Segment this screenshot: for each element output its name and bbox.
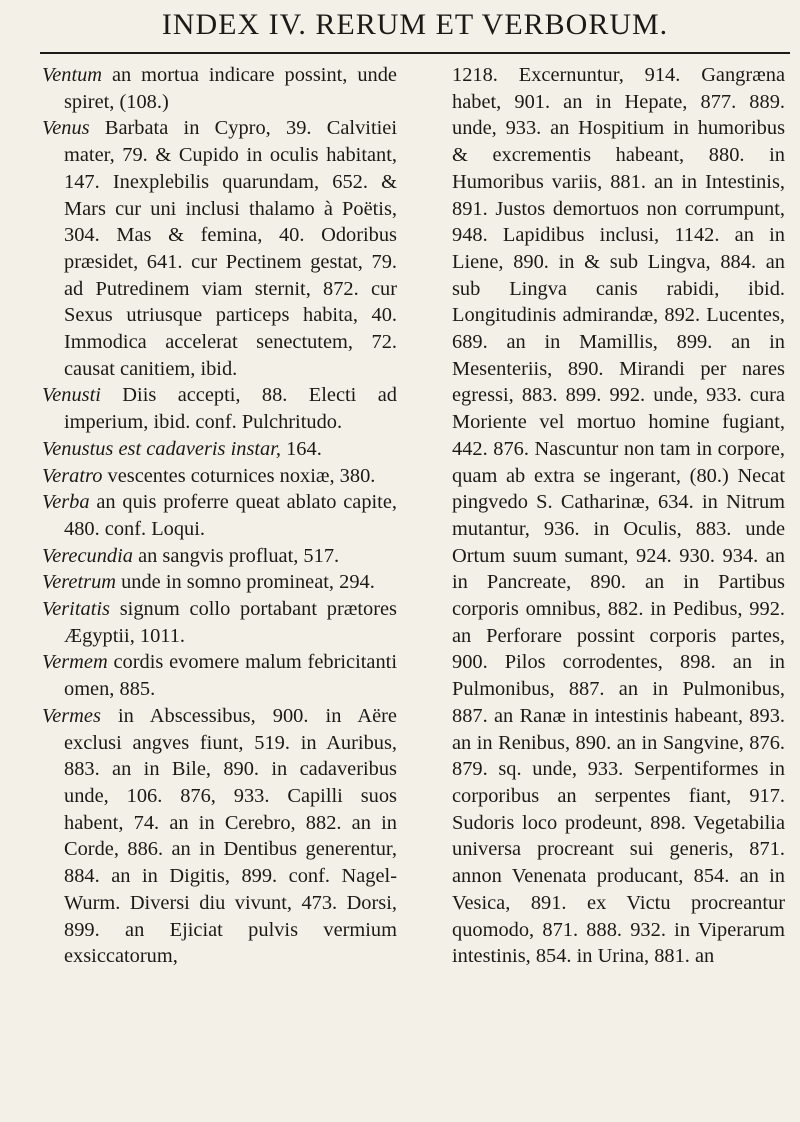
entry-text: 164. [281,437,322,460]
right-column [430,62,785,970]
index-entry [42,543,397,570]
entry-headword: Verecundia [42,544,133,567]
index-entry [42,649,397,702]
page-title: INDEX IV. RERUM ET VERBORUM. [161,8,669,41]
entry-text: in Abscessibus, 900. in Aëre exclusi angves fiunt, 519. in Auribus, 883. an in Bile, 890. in cadaveribus unde, 106. 876, 933. Capilli suos habent, 74. an in Cerebro, 882. an in Corde, 886. an in Dentibus generentur, 884. an in Digitis, 899. conf. Nagel-Wurm. Diversi diu vivunt, 473. Dorsi, 899. an Ejiciat pulvis vermium exsiccatorum, [64,704,397,968]
index-entry [42,569,397,596]
index-entry [42,382,397,435]
entry-text: an mortua indicare possint, unde spiret, (108.) [64,64,397,113]
entry-headword: Venus [42,117,90,140]
index-entry [42,463,397,490]
index-entry-continued [430,62,785,970]
entry-text: unde in somno promineat, 294. [116,571,375,594]
entry-headword: Verba [42,491,90,514]
index-entry [42,436,397,463]
entry-text: an sangvis profluat, 517. [132,544,340,567]
entry-headword: Veritatis [42,598,110,621]
entry-text: signum collo portabant prætores Ægyptii, 1011. [64,598,397,647]
entry-text: an quis proferre queat ablato capite, 480. conf. Loqui. [64,491,397,540]
entry-text: cordis evomere malum febricitanti omen, 885. [64,651,397,701]
entry-text: Diis accepti, 88. Electi ad imperium, ibid. conf. Pulchritudo. [64,384,397,434]
entry-headword: Veretrum [42,571,116,594]
header-rule [40,52,790,54]
entry-headword: Vermem [42,651,108,674]
page-header [40,0,790,58]
index-entry [42,62,397,115]
entry-text: 1218. Excernuntur, 914. Gangræna habet, 901. an in Hepate, 877. 889. unde, 933. an Hospitium in humoribus & excrementis habeant, 880. in Humoribus variis, 881. an in Intestinis, 891. Justos demortuos non corrumpunt, 948. Lapidibus inclusi, 1142. an in Liene, 890. in & sub Lingva, 884. an sub Lingva canis rabidi, ibid. Longitudinis admirandæ, 892. Lucentes, 689. an in Mamillis, 899. an in Mesenteriis, 890. Mirandi per nares egressi, 883. 899. 992. unde, 933. cura Moriente vel mortuo homine fugiant, 442. 876. Nascuntur non tam in corpore, quam ab extra se ingerant, (80.) Necat pingvedo S. Catharinæ, 634. in Nitrum mutantur, 936. in Oculis, 883. unde Ortum suum sumant, 924. 930. 934. an in Pancreate, 890. an in Partibus corporis omnibus, 882. in Pedibus, 992. an Perforare possint corporis partes, 900. Pilos corrodentes, 898. an in Pulmonibus, 887. an in Pulmonibus, 887. an Ranæ in intestinis habeant, 893. an in Renibus, 890. an in Sangvine, 876. 879. sq. unde, 933. Serpentiformes in corporibus an serpentes fiant, 917. Sudoris loco prodeunt, 898. Vegetabilia universa procreant sui generis, 871. annon Venenata producant, 854. an in Vesica, 891. ex Victu procreantur quomodo, 871. 888. 932. in Viperarum intestinis, 854. in Urina, 881. an [452,64,785,968]
entry-text: Barbata in Cypro, 39. Calvitiei mater, 79. & Cupido in oculis habitant, 147. Inexplebilis quarundam, 652. & Mars cur uni inclusi thalamo à Poëtis, 304. Mas & femina, 40. Odoribus præsidet, 641. cur Pectinem gestat, 79. ad Putredinem viam sternit, 872. cur Sexus utriusque particeps habita, 40. Immodica accelerat senectutem, 72. causat canitiem, ibid. [64,117,397,380]
index-entry [42,489,397,542]
index-entry [42,703,397,970]
entry-headword: Veratro [42,464,103,487]
left-column [42,62,397,970]
entry-headword: Venusti [42,384,101,407]
entry-headword: Ventum [42,64,103,86]
index-entry [42,115,397,382]
index-entry [42,596,397,649]
entry-headword: Venustus est cadaveris instar, [42,437,282,460]
entry-headword: Vermes [42,704,101,727]
entry-text: vescentes coturnices noxiæ, 380. [102,464,376,487]
